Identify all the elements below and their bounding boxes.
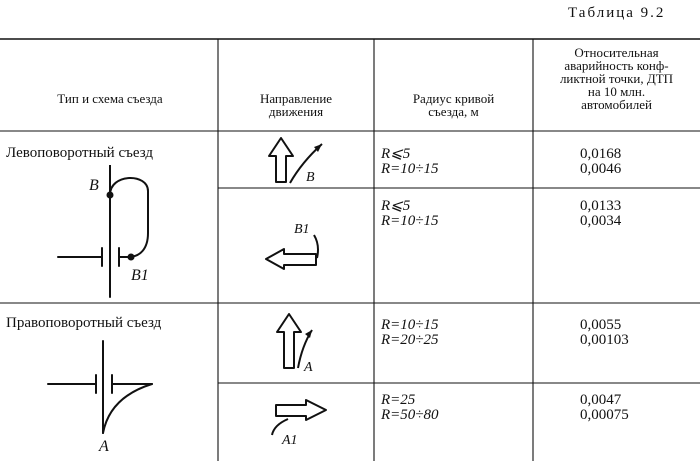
value-row-3-line-1: 0,0055 bbox=[580, 317, 622, 333]
radius-row-3-line-1: R=10÷15 bbox=[381, 317, 439, 333]
scheme-label-b: B bbox=[89, 177, 99, 194]
header-direction-line-2: движения bbox=[268, 104, 324, 119]
header-radius-line-1: Радиус кривой bbox=[412, 91, 495, 106]
header-accident-line-3: ликтной точки, ДТП bbox=[559, 71, 674, 86]
point-b1-marker bbox=[128, 254, 135, 261]
section-title-left-turn: Левоповоротный съезд bbox=[6, 145, 153, 161]
header-accident-line-1: Относительная bbox=[574, 45, 659, 60]
up-arrow-with-right-turn-icon bbox=[262, 308, 332, 378]
direction-label-b1: B1 bbox=[294, 222, 310, 237]
value-row-3-line-2: 0,00103 bbox=[580, 332, 629, 348]
value-row-4-line-1: 0,0047 bbox=[580, 392, 622, 408]
radius-row-4-line-1: R=25 bbox=[381, 392, 416, 408]
direction-label-a1: A1 bbox=[282, 433, 298, 448]
direction-label-b: B bbox=[306, 170, 315, 185]
header-direction-line-1: Направление bbox=[259, 91, 333, 106]
value-row-4-line-2: 0,00075 bbox=[580, 407, 629, 423]
radius-row-3-line-2: R=20÷25 bbox=[381, 332, 439, 348]
radius-row-1-line-2: R=10÷15 bbox=[381, 161, 439, 177]
point-b-marker bbox=[107, 192, 114, 199]
radius-row-4-line-2: R=50÷80 bbox=[381, 407, 439, 423]
right-turn-ramp-scheme-icon bbox=[40, 335, 170, 435]
up-arrow-with-left-turn-icon bbox=[262, 134, 332, 188]
value-row-2-line-1: 0,0133 bbox=[580, 198, 622, 214]
header-type: Тип и схема съезда bbox=[57, 91, 163, 106]
value-row-2-line-2: 0,0034 bbox=[580, 213, 622, 229]
header-radius-line-2: съезда, м bbox=[428, 104, 479, 119]
radius-row-1-line-1: R⩽5 bbox=[381, 146, 411, 162]
radius-row-2-line-2: R=10÷15 bbox=[381, 213, 439, 229]
header-accident-line-5: автомобилей bbox=[581, 97, 652, 112]
scheme-label-b1: B1 bbox=[131, 267, 149, 284]
left-turn-ramp-scheme-icon bbox=[40, 165, 180, 300]
header-accident-line-4: на 10 млн. bbox=[587, 84, 646, 99]
direction-label-a: A bbox=[304, 360, 313, 375]
header-accident-line-2: аварийность конф- bbox=[564, 58, 669, 73]
value-row-1-line-1: 0,0168 bbox=[580, 146, 622, 162]
radius-row-2-line-1: R⩽5 bbox=[381, 198, 411, 214]
scheme-label-a: A bbox=[99, 438, 109, 455]
table-caption: Таблица 9.2 bbox=[568, 5, 666, 21]
right-arrow-with-curve-icon bbox=[262, 389, 332, 439]
section-title-right-turn: Правоповоротный съезд bbox=[6, 315, 162, 331]
value-row-1-line-2: 0,0046 bbox=[580, 161, 622, 177]
